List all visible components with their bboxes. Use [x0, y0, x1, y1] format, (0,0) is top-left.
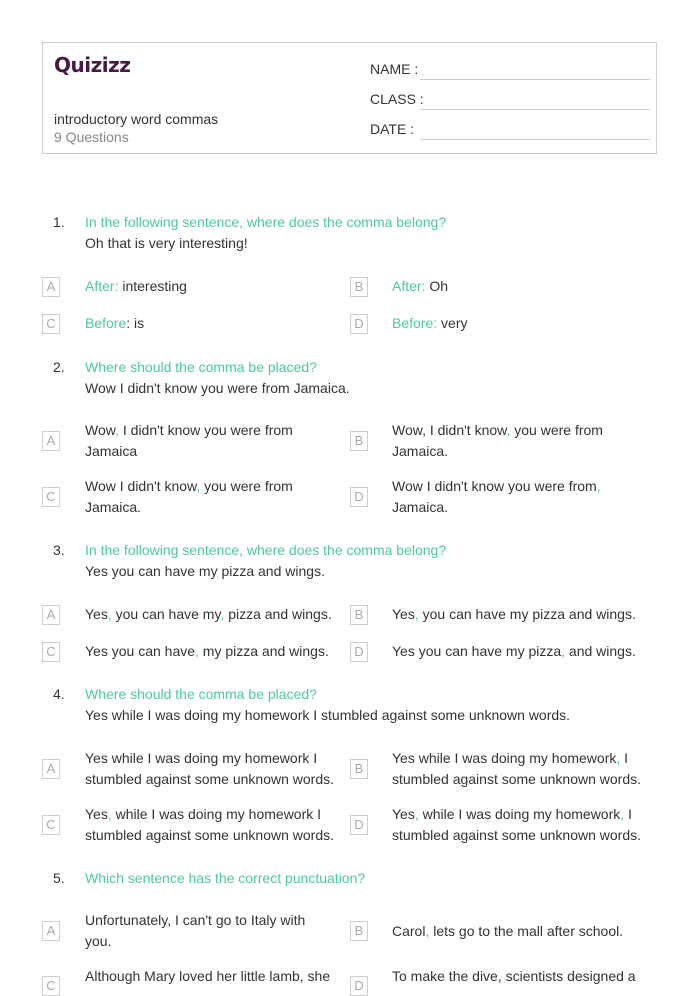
question-text: Wow I didn't know you were from Jamaica.: [85, 380, 350, 396]
worksheet-title: introductory word commas: [54, 111, 219, 127]
option-letter-d[interactable]: D: [350, 487, 368, 507]
option-b[interactable]: Yes while I was doing my homework, I stumbled against some unknown words.: [392, 750, 642, 787]
question-prompt: Where should the comma be placed?: [85, 686, 317, 702]
option-letter-b[interactable]: B: [350, 605, 368, 625]
question-prompt: In the following sentence, where does the comma belong?: [85, 214, 447, 230]
option-b[interactable]: Yes, you can have my pizza and wings.: [392, 606, 636, 622]
option-d[interactable]: Wow I didn't know you were from, Jamaica.: [392, 478, 601, 515]
option-letter-b[interactable]: B: [350, 759, 368, 779]
option-letter-a[interactable]: A: [42, 277, 60, 297]
option-b[interactable]: Carol, lets go to the mall after school.: [392, 923, 624, 939]
name-label: NAME :: [370, 61, 419, 77]
question-prompt: In the following sentence, where does the comma belong?: [85, 542, 447, 558]
option-b[interactable]: Wow, I didn't know, you were from Jamaica.: [392, 422, 603, 459]
option-letter-a[interactable]: A: [42, 921, 60, 941]
date-field[interactable]: [370, 121, 648, 137]
question-number: 5.: [53, 870, 65, 886]
option-letter-b[interactable]: B: [350, 277, 368, 297]
question-text: Oh that is very interesting!: [85, 235, 248, 251]
option-c[interactable]: Although Mary loved her little lamb, she: [85, 968, 331, 984]
question-prompt: Which sentence has the correct punctuation?: [85, 870, 366, 886]
option-c[interactable]: Before: is: [85, 315, 145, 331]
question-number: 2.: [53, 359, 65, 375]
option-b[interactable]: After: Oh: [392, 278, 449, 294]
option-letter-b[interactable]: B: [350, 431, 368, 451]
quizizz-logo: Quizizz: [54, 53, 131, 77]
option-a[interactable]: Unfortunately, I can't go to Italy with you.: [85, 912, 306, 949]
option-a[interactable]: Yes, you can have my, pizza and wings.: [85, 606, 332, 622]
option-letter-a[interactable]: A: [42, 431, 60, 451]
question-number: 1.: [53, 214, 65, 230]
name-line: [420, 79, 650, 80]
question-text: Yes you can have my pizza and wings.: [85, 563, 325, 579]
option-letter-d[interactable]: D: [350, 976, 368, 996]
option-letter-c[interactable]: C: [42, 314, 60, 334]
class-label: CLASS :: [370, 91, 424, 107]
question-number: 4.: [53, 686, 65, 702]
option-d[interactable]: Before: very: [392, 315, 468, 331]
option-letter-c[interactable]: C: [42, 815, 60, 835]
option-letter-c[interactable]: C: [42, 487, 60, 507]
name-field[interactable]: [370, 61, 648, 77]
option-letter-d[interactable]: D: [350, 815, 368, 835]
question-prompt: Where should the comma be placed?: [85, 359, 317, 375]
question-count: 9 Questions: [54, 129, 129, 145]
question-text: Yes while I was doing my homework I stumbled against some unknown words.: [85, 707, 571, 723]
option-letter-d[interactable]: D: [350, 314, 368, 334]
class-line: [420, 109, 650, 110]
option-c[interactable]: Yes, while I was doing my homework I stumbled against some unknown words.: [85, 806, 335, 843]
option-letter-d[interactable]: D: [350, 642, 368, 662]
option-letter-c[interactable]: C: [42, 642, 60, 662]
worksheet-header: [42, 42, 657, 154]
option-a[interactable]: Wow, I didn't know you were from Jamaica: [85, 422, 293, 459]
option-d[interactable]: Yes, while I was doing my homework, I stumbled against some unknown words.: [392, 806, 642, 843]
option-letter-b[interactable]: B: [350, 921, 368, 941]
option-letter-c[interactable]: C: [42, 976, 60, 996]
option-letter-a[interactable]: A: [42, 759, 60, 779]
option-d[interactable]: To make the dive, scientists designed a: [392, 968, 636, 984]
question-number: 3.: [53, 542, 65, 558]
date-label: DATE :: [370, 121, 415, 137]
date-line: [420, 139, 650, 140]
option-c[interactable]: Wow I didn't know, you were from Jamaica.: [85, 478, 293, 515]
option-c[interactable]: Yes you can have, my pizza and wings.: [85, 643, 329, 659]
option-a[interactable]: After: interesting: [85, 278, 187, 294]
option-a[interactable]: Yes while I was doing my homework I stumbled against some unknown words.: [85, 750, 335, 787]
class-field[interactable]: [370, 91, 648, 107]
option-d[interactable]: Yes you can have my pizza, and wings.: [392, 643, 636, 659]
option-letter-a[interactable]: A: [42, 605, 60, 625]
